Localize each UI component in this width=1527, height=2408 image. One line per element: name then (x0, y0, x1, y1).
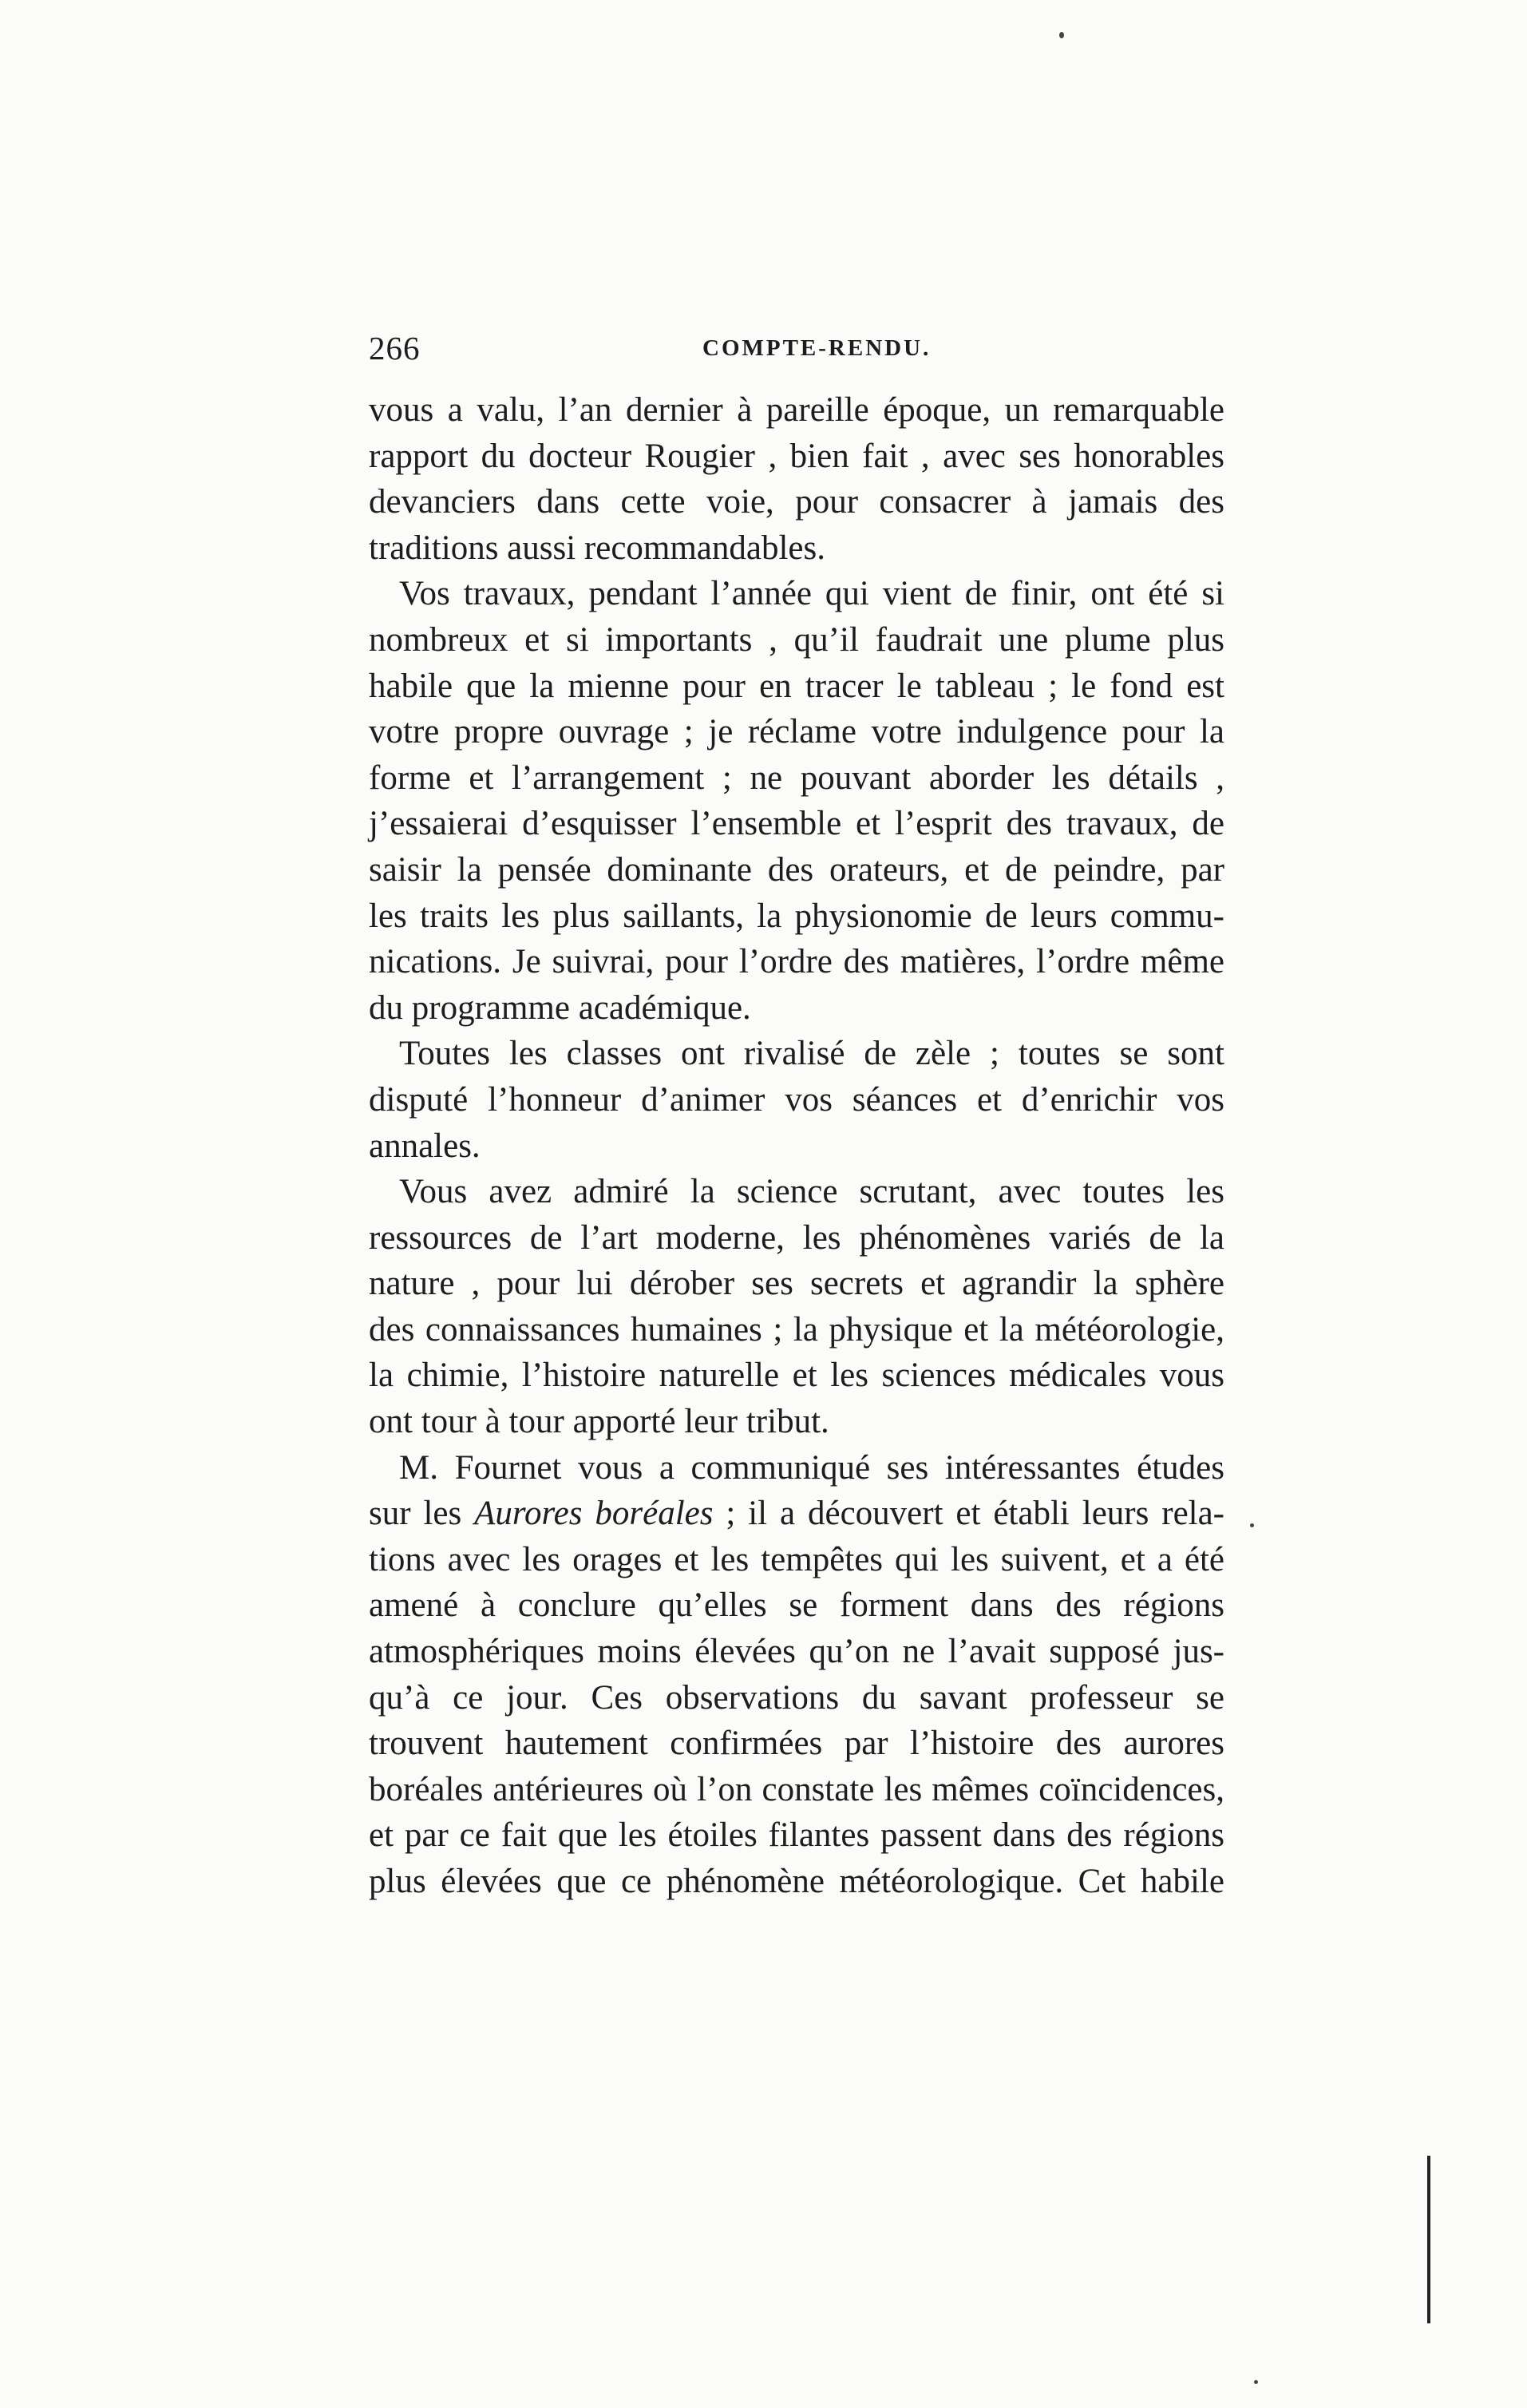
text-line: ont tour à tour apporté leur tribut. (369, 1403, 829, 1441)
text-line: des connaissances humaines ; la physique et la météorologie, (369, 1310, 1224, 1349)
text-line: du programme académique. (369, 988, 751, 1027)
text-line: M. Fournet vous a communiqué ses intéressantes études (399, 1448, 1224, 1487)
text-line: trouvent hautement confirmées par l’histoire des aurores (369, 1725, 1224, 1763)
text-line: Toutes les classes ont rivalisé de zèle ; toutes se sont (399, 1035, 1224, 1073)
italic-term: Aurores boréales (474, 1495, 714, 1533)
scan-speck (1059, 32, 1064, 38)
text-line: habile que la mienne pour en tracer le tableau ; le fond est (369, 667, 1224, 705)
body-text (369, 387, 1224, 1905)
text-line: vous a valu, l’an dernier à pareille époque, un remarquable (369, 391, 1224, 429)
text-fragment: sur les (369, 1495, 475, 1533)
text-line: plus élevées que ce phénomène météorologique. Cet habile (369, 1863, 1224, 1900)
text-line: annales. (369, 1127, 481, 1165)
text-line: Vos travaux, pendant l’année qui vient de finir, ont été si (399, 575, 1224, 613)
text-line: tions avec les orages et les tempêtes qui les suivent, et a été (369, 1540, 1224, 1578)
text-line: Vous avez admiré la science scrutant, avec toutes les (399, 1173, 1224, 1211)
text-line: disputé l’honneur d’animer vos séances et d’enrichir vos (369, 1080, 1224, 1119)
text-line: forme et l’arrangement ; ne pouvant aborder les détails , (369, 758, 1224, 797)
text-line: amené à conclure qu’elles se forment dans des régions (369, 1586, 1224, 1625)
scan-speck (1254, 2380, 1258, 2384)
text-line: nombreux et si importants , qu’il faudrait une plume plus (369, 620, 1224, 659)
text-line: atmosphériques moins élevées qu’on ne l’avait supposé jus- (369, 1633, 1224, 1671)
page-number: 266 (369, 330, 421, 366)
text-line: nications. Je suivrai, pour l’ordre des matières, l’ordre même (369, 943, 1224, 981)
text-line: et par ce fait que les étoiles filantes passent dans des régions (369, 1816, 1224, 1855)
text-line: j’essaierai d’esquisser l’ensemble et l’esprit des travaux, de (369, 805, 1224, 843)
text-line: boréales antérieures où l’on constate les mêmes coïncidences, (369, 1770, 1224, 1808)
text-line: traditions aussi recommandables. (369, 529, 825, 567)
text-line-with-italic (369, 1491, 1224, 1537)
text-line: votre propre ouvrage ; je réclame votre indulgence pour la (369, 713, 1224, 751)
page-header (369, 327, 1223, 375)
text-line: rapport du docteur Rougier , bien fait , avec ses honorables (369, 437, 1224, 475)
text-line: ressources de l’art moderne, les phénomènes variés de la (369, 1218, 1224, 1257)
text-line: devanciers dans cette voie, pour consacrer à jamais des (369, 483, 1224, 521)
running-head: COMPTE-RENDU. (702, 335, 932, 361)
text-line: les traits les plus saillants, la physionomie de leurs commu- (369, 897, 1224, 935)
text-line: saisir la pensée dominante des orateurs, et de peindre, par (369, 850, 1224, 889)
text-line: qu’à ce jour. Ces observations du savant professeur se (369, 1678, 1224, 1717)
scan-edge-line (1427, 2156, 1430, 2323)
text-line: la chimie, l’histoire naturelle et les sciences médicales vous (369, 1356, 1224, 1395)
text-fragment: ; il a découvert et établi leurs rela- (713, 1495, 1224, 1533)
text-line: nature , pour lui dérober ses secrets et agrandir la sphère (369, 1265, 1224, 1303)
scan-speck (1250, 1523, 1254, 1527)
